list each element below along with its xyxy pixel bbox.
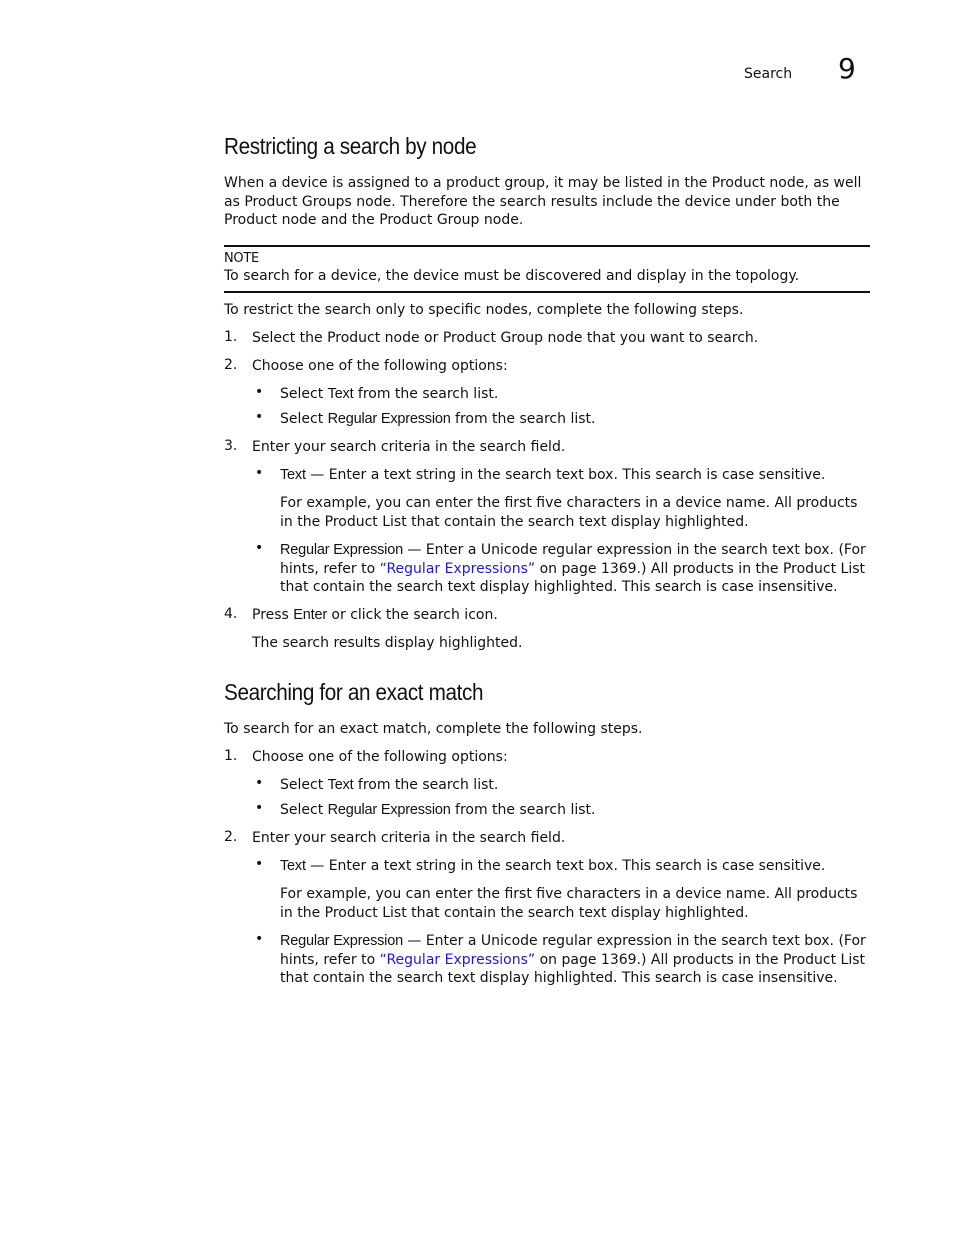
section2-text-example: For example, you can enter the first five characters in a device name. All products in the Product List that contain the search text display highlighted. <box>280 886 858 921</box>
bullet-icon: • <box>255 775 264 791</box>
section2-step2: Enter your search criteria in the search field. <box>252 830 566 846</box>
section1-bullet-regex: Regular Expression — Enter a Unicode regular expression in the search text box. (For hints, refer to “Regular Expressions” on page 1369.) All products in the Product List that contain the search text display highlighted. This search is case insensitive. <box>280 542 866 596</box>
note-label: NOTE <box>224 251 259 266</box>
bullet-icon: • <box>255 409 264 425</box>
running-header-section: Search <box>744 66 793 82</box>
section1-step4: Press Enter or click the search icon. <box>252 607 498 623</box>
section2-bullet-regex: Regular Expression — Enter a Unicode regular expression in the search text box. (For hints, refer to “Regular Expressions” on page 1369.) All products in the Product List that contain the search text display highlighted. This search is case insensitive. <box>280 933 866 987</box>
section2-step1: Choose one of the following options: <box>252 749 508 765</box>
section2-bullet-text: Text — Enter a text string in the search text box. This search is case sensitive. <box>280 858 826 874</box>
section1-step4-result: The search results display highlighted. <box>252 635 523 651</box>
section1-bullet-text: Text — Enter a text string in the search text box. This search is case sensitive. <box>280 467 826 483</box>
step-number: 2. <box>224 829 238 845</box>
chapter-number: 9 <box>838 52 856 85</box>
bullet-icon: • <box>255 931 264 947</box>
step-number: 1. <box>224 748 238 764</box>
section-heading-exact-match: Searching for an exact match <box>224 679 484 705</box>
regular-expressions-link[interactable]: “Regular Expressions” <box>379 560 536 577</box>
bullet-icon: • <box>255 800 264 816</box>
note-text: To search for a device, the device must be discovered and display in the topology. <box>224 268 800 284</box>
section1-step3: Enter your search criteria in the search field. <box>252 439 566 455</box>
section1-option-regex: Select Regular Expression from the search list. <box>280 411 596 427</box>
section-heading-restricting: Restricting a search by node <box>224 133 477 159</box>
section2-option-regex: Select Regular Expression from the search list. <box>280 802 596 818</box>
bullet-icon: • <box>255 465 264 481</box>
section1-lead: To restrict the search only to specific nodes, complete the following steps. <box>224 302 744 318</box>
step-number: 1. <box>224 329 238 345</box>
section1-text-example: For example, you can enter the first five characters in a device name. All products in the Product List that contain the search text display highlighted. <box>280 495 858 530</box>
step-number: 4. <box>224 606 238 622</box>
step-number: 2. <box>224 357 238 373</box>
section1-option-text: Select Text from the search list. <box>280 386 499 402</box>
bullet-icon: • <box>255 384 264 400</box>
regular-expressions-link[interactable]: “Regular Expressions” <box>379 951 536 968</box>
section2-option-text: Select Text from the search list. <box>280 777 499 793</box>
section1-intro: When a device is assigned to a product group, it may be listed in the Product node, as well as Product Groups node. Therefore the search results include the device under both the Product node and the Product Group node. <box>224 175 862 229</box>
step-number: 3. <box>224 438 238 454</box>
section1-step2: Choose one of the following options: <box>252 358 508 374</box>
section2-lead: To search for an exact match, complete the following steps. <box>224 721 643 737</box>
bullet-icon: • <box>255 540 264 556</box>
bullet-icon: • <box>255 856 264 872</box>
note-box <box>224 245 870 293</box>
section1-step1: Select the Product node or Product Group node that you want to search. <box>252 330 759 346</box>
